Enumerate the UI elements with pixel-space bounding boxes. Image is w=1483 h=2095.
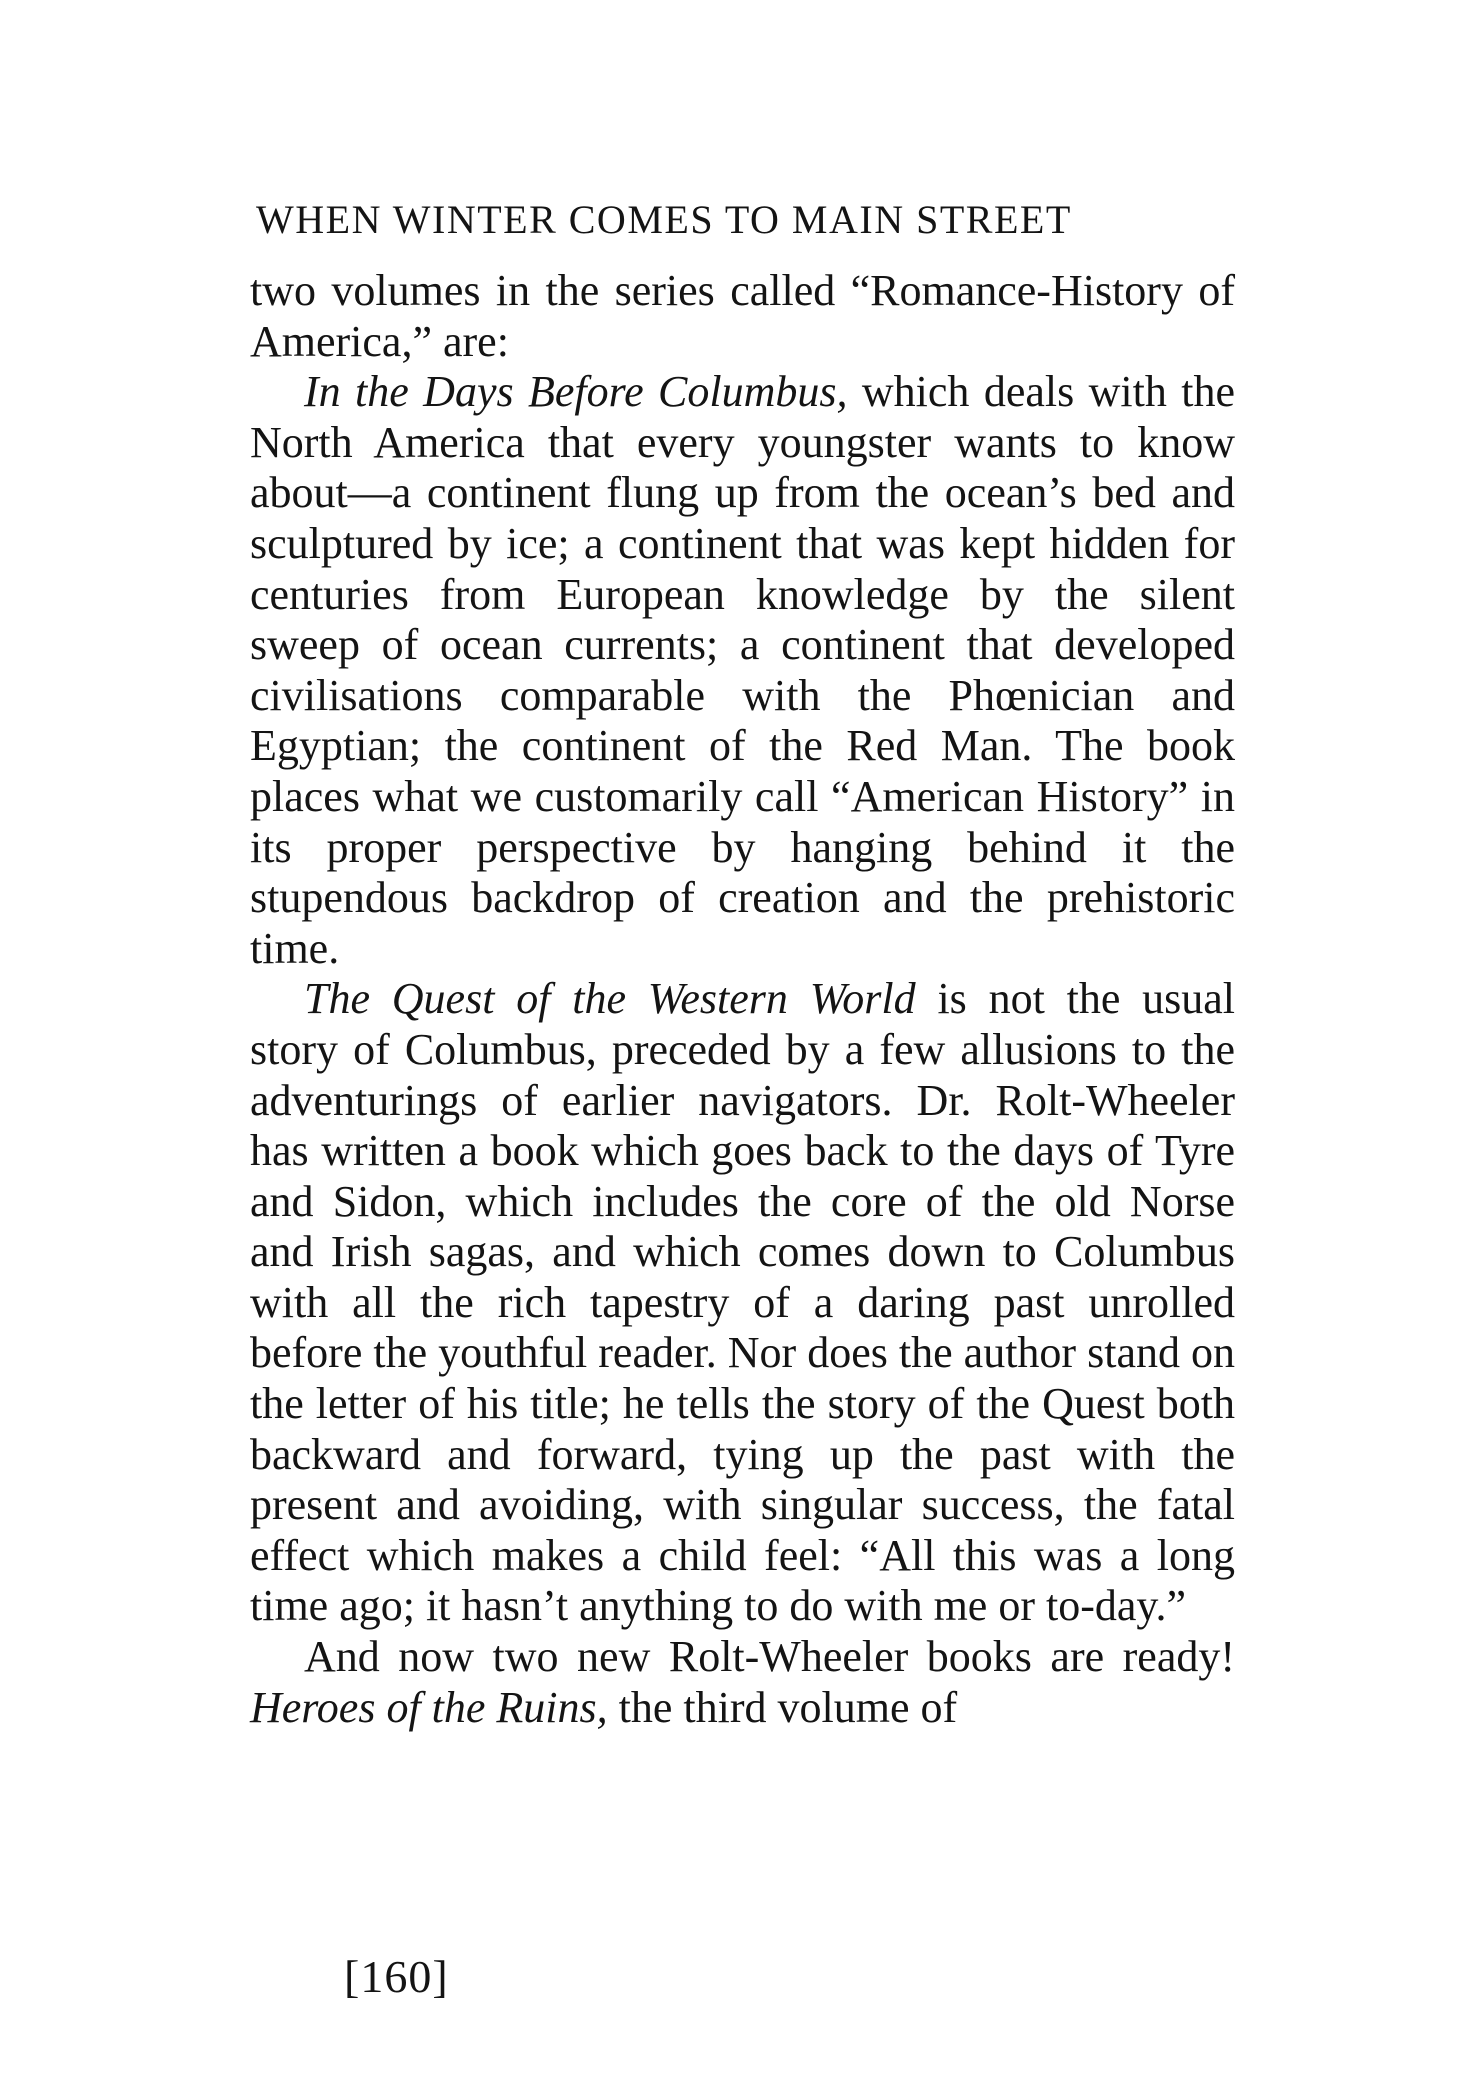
- book-title-italic: Heroes of the Ruins,: [250, 1682, 608, 1732]
- paragraph: [250, 266, 1235, 367]
- paragraph: [250, 1632, 1235, 1733]
- book-title-italic: The Quest of the Western World: [304, 974, 916, 1024]
- text-segment: And now two new Rolt-Wheeler books are ready!: [304, 1632, 1235, 1682]
- text-segment: which deals with the North America that every youngster wants to know about—a continent flung up from the ocean’s bed and sculptured by ice; a continent that was kept hidden for centuries from European knowledge by the silent sweep of ocean currents; a continent that developed civilisations comparable with the Phœnician and Egyptian; the continent of the Red Man. The book places what we customarily call “American History” in its proper perspective by hanging behind it the stupendous backdrop of creation and the prehistoric time.: [250, 367, 1235, 973]
- text-segment: two volumes in the series called “Romance-History of America,” are:: [250, 266, 1235, 366]
- book-title-italic: In the Days Before Columbus,: [304, 367, 848, 417]
- page-number: [160]: [344, 1951, 449, 2002]
- text-segment: the third volume of: [607, 1682, 958, 1732]
- running-head: WHEN WINTER COMES TO MAIN STREET: [256, 197, 1072, 242]
- paragraph: [250, 367, 1235, 974]
- text-segment: is not the usual story of Columbus, preceded by a few allusions to the adventurings of earlier navigators. Dr. Rolt-Wheeler has written a book which goes back to the days of Tyre and Sidon, which includes the core of the old Norse and Irish sagas, and which comes down to Columbus with all the rich tapestry of a daring past unrolled before the youthful reader. Nor does the author stand on the letter of his title; he tells the story of the Quest both backward and forward, tying up the past with the present and avoiding, with singular success, the fatal effect which makes a child feel: “All this was a long time ago; it hasn’t anything to do with me or to-day.”: [250, 974, 1236, 1631]
- paragraph: [250, 974, 1235, 1632]
- body-text: [250, 266, 1235, 1733]
